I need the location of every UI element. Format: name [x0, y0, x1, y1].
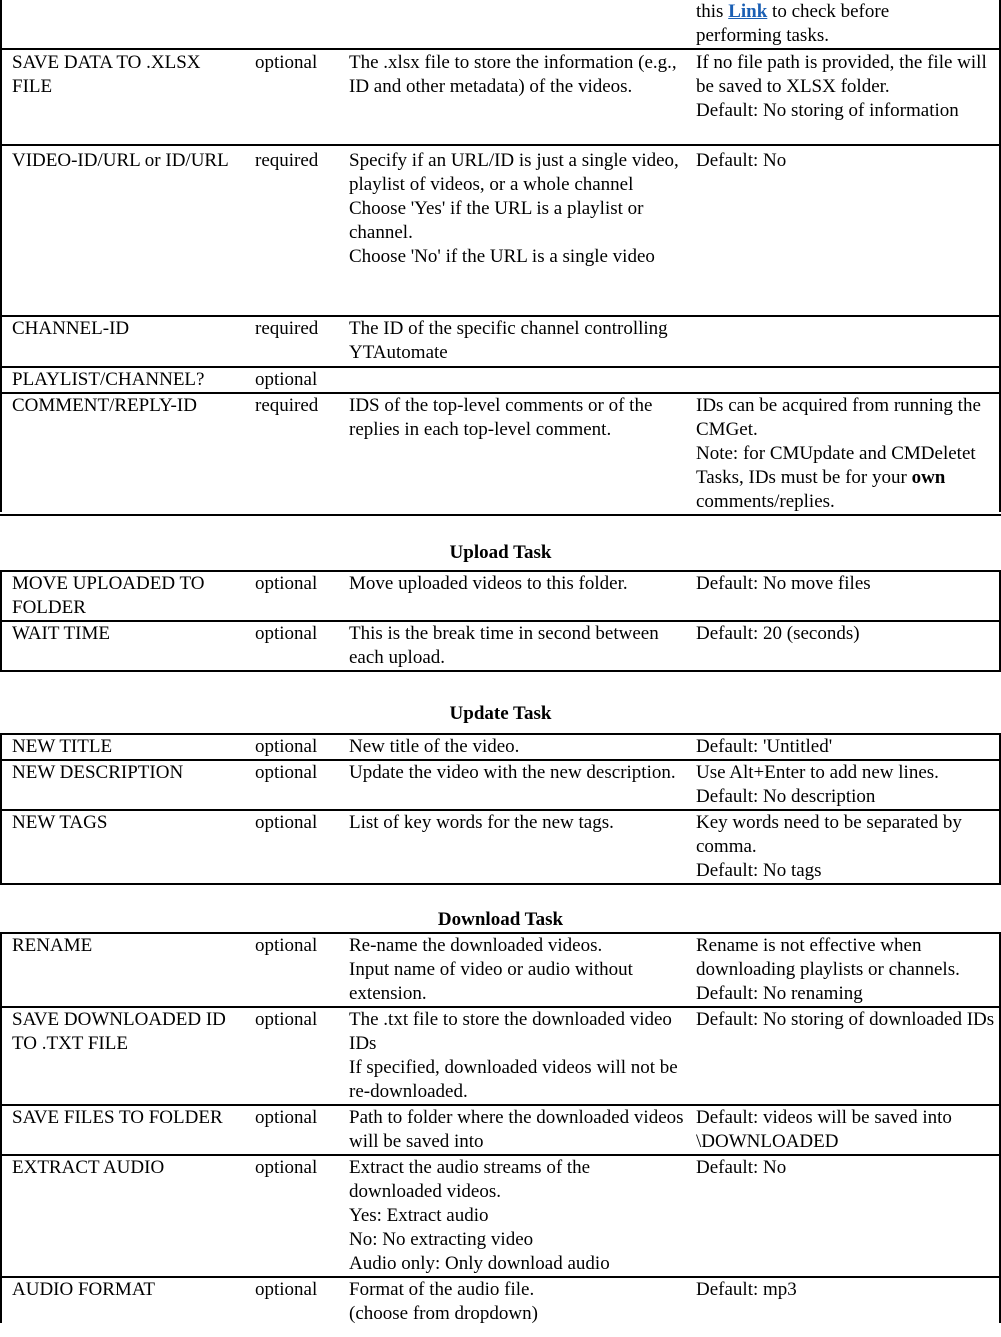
- param-description: The .xlsx file to store the information (e.g., ID and other metadata) of the videos.: [349, 52, 677, 97]
- param-description: New title of the video.: [349, 736, 520, 757]
- table-row: [0, 734, 1001, 760]
- table-row: [0, 0, 1001, 49]
- note-line: Default: No storing of information: [696, 100, 959, 121]
- param-description: [337, 1155, 684, 1277]
- param-note: [684, 49, 1001, 145]
- table-left-border: [0, 0, 2, 512]
- table-row: [0, 1155, 1001, 1277]
- table-row: [0, 49, 1001, 145]
- param-note: Default: videos will be saved into \DOWNLOADED: [696, 1107, 952, 1152]
- param-requirement: optional: [255, 623, 318, 644]
- param-name: CHANNEL-ID: [12, 318, 130, 339]
- table-row: [0, 1007, 1001, 1105]
- desc-line: Choose 'Yes' if the URL is a playlist or channel.: [349, 198, 644, 243]
- param-requirement: [243, 0, 337, 49]
- table-row: [0, 367, 1001, 393]
- desc-line: Format of the audio file.: [349, 1279, 535, 1300]
- table-row: [0, 810, 1001, 884]
- param-name: SAVE DOWNLOADED ID TO .TXT FILE: [12, 1009, 226, 1054]
- param-requirement: optional: [255, 1107, 318, 1128]
- desc-line: (choose from dropdown): [349, 1303, 538, 1324]
- desc-line: Input name of video or audio without extension.: [349, 959, 633, 1004]
- param-name: NEW TAGS: [12, 812, 108, 833]
- param-name: [0, 0, 243, 49]
- param-requirement: optional: [255, 1157, 318, 1178]
- update-task-table: [0, 733, 1001, 885]
- upload-task-table: [0, 570, 1001, 672]
- note-line: IDs can be acquired from running the CMGet.: [696, 395, 981, 440]
- param-name: NEW TITLE: [12, 736, 113, 757]
- note-line: Use Alt+Enter to add new lines.: [696, 762, 939, 783]
- param-name: VIDEO-ID/URL or ID/URL: [12, 150, 229, 171]
- param-requirement: optional: [255, 52, 318, 73]
- desc-line: Extract the audio streams of the downloaded videos.: [349, 1157, 591, 1202]
- param-description: IDS of the top-level comments or of the replies in each top-level comment.: [349, 395, 653, 440]
- table-left-border: [0, 932, 2, 1323]
- desc-line: Audio only: Only download audio: [349, 1253, 610, 1274]
- param-note: [684, 810, 1001, 884]
- param-name: NEW DESCRIPTION: [12, 762, 184, 783]
- param-requirement: optional: [255, 812, 318, 833]
- note-line: Note: for CMUpdate and CMDeletet Tasks, IDs must be for your own comments/replies.: [696, 443, 976, 512]
- table-row: [0, 1105, 1001, 1155]
- param-note: Default: No storing of downloaded IDs: [696, 1009, 995, 1030]
- param-description: [337, 933, 684, 1007]
- param-requirement: optional: [255, 935, 318, 956]
- link[interactable]: Link: [728, 1, 768, 22]
- param-description: [337, 367, 684, 393]
- param-description: Move uploaded videos to this folder.: [349, 573, 628, 594]
- desc-line: If specified, downloaded videos will not be re-downloaded.: [349, 1057, 678, 1102]
- table-row: [0, 933, 1001, 1007]
- param-requirement: optional: [255, 1279, 318, 1300]
- desc-line: Re-name the downloaded videos.: [349, 935, 603, 956]
- table-row: [0, 145, 1001, 316]
- table-row: [0, 571, 1001, 621]
- param-note: [684, 393, 1001, 515]
- param-name: SAVE FILES TO FOLDER: [12, 1107, 223, 1128]
- param-name: SAVE DATA TO .XLSX FILE: [12, 52, 201, 97]
- table-row: [0, 316, 1001, 367]
- param-requirement: optional: [255, 1009, 318, 1030]
- note-prefix: this: [696, 1, 729, 22]
- table-row: [0, 393, 1001, 515]
- param-note: Default: mp3: [696, 1279, 797, 1300]
- download-task-table: [0, 932, 1001, 1337]
- param-description: This is the break time in second between each upload.: [349, 623, 659, 668]
- table-row: [0, 1277, 1001, 1337]
- param-note: [684, 316, 1001, 367]
- param-description: Update the video with the new description.: [349, 762, 676, 783]
- download-task-heading: Download Task: [437, 909, 564, 930]
- param-note: Default: No move files: [696, 573, 871, 594]
- parameters-table: [0, 0, 1001, 516]
- param-note: [684, 933, 1001, 1007]
- param-description: [337, 1007, 684, 1105]
- param-note: Default: 20 (seconds): [696, 623, 860, 644]
- param-note: Default: No: [696, 1157, 787, 1178]
- param-requirement: optional: [255, 762, 318, 783]
- param-note: Default: No: [696, 150, 787, 171]
- param-description: List of key words for the new tags.: [349, 812, 614, 833]
- note-line: performing tasks.: [696, 25, 829, 46]
- param-description: [337, 0, 684, 49]
- param-requirement: optional: [255, 573, 318, 594]
- table-left-border: [0, 733, 2, 884]
- param-description: [337, 1277, 684, 1337]
- note-line: If no file path is provided, the file will be saved to XLSX folder.: [696, 52, 987, 97]
- note-line: Rename is not effective when downloading playlists or channels.: [696, 935, 960, 980]
- param-note: [684, 760, 1001, 810]
- param-name: MOVE UPLOADED TO FOLDER: [12, 573, 205, 618]
- param-description: Path to folder where the downloaded videos will be saved into: [349, 1107, 684, 1152]
- param-requirement: optional: [255, 736, 318, 757]
- param-name: PLAYLIST/CHANNEL?: [12, 369, 205, 390]
- note-line: Default: No renaming: [696, 983, 863, 1004]
- param-requirement: required: [255, 318, 319, 339]
- table-row: [0, 760, 1001, 810]
- param-description: [337, 145, 684, 316]
- param-note: Default: 'Untitled': [696, 736, 833, 757]
- note-line: Key words need to be separated by comma.: [696, 812, 962, 857]
- update-task-heading: Update Task: [449, 703, 552, 724]
- param-requirement: required: [255, 150, 319, 171]
- note-line: Default: No tags: [696, 860, 822, 881]
- table-row: [0, 621, 1001, 671]
- param-requirement: required: [255, 395, 319, 416]
- param-requirement: optional: [255, 369, 318, 390]
- table-left-border: [0, 570, 2, 670]
- desc-line: No: No extracting video: [349, 1229, 534, 1250]
- note-line: Default: No description: [696, 786, 876, 807]
- desc-line: Yes: Extract audio: [349, 1205, 489, 1226]
- param-name: RENAME: [12, 935, 93, 956]
- desc-line: The .txt file to store the downloaded video IDs: [349, 1009, 672, 1054]
- param-description: The ID of the specific channel controlling YTAutomate: [349, 318, 668, 363]
- param-name: COMMENT/REPLY-ID: [12, 395, 197, 416]
- param-name: WAIT TIME: [12, 623, 110, 644]
- desc-line: Specify if an URL/ID is just a single video, playlist of videos, or a whole channel: [349, 150, 679, 195]
- param-name: EXTRACT AUDIO: [12, 1157, 165, 1178]
- param-name: AUDIO FORMAT: [12, 1279, 156, 1300]
- param-note: [684, 0, 1001, 49]
- note-suffix: to check before: [767, 1, 890, 22]
- upload-task-heading: Upload Task: [449, 542, 552, 563]
- param-note: [684, 367, 1001, 393]
- desc-line: Choose 'No' if the URL is a single video: [349, 246, 655, 267]
